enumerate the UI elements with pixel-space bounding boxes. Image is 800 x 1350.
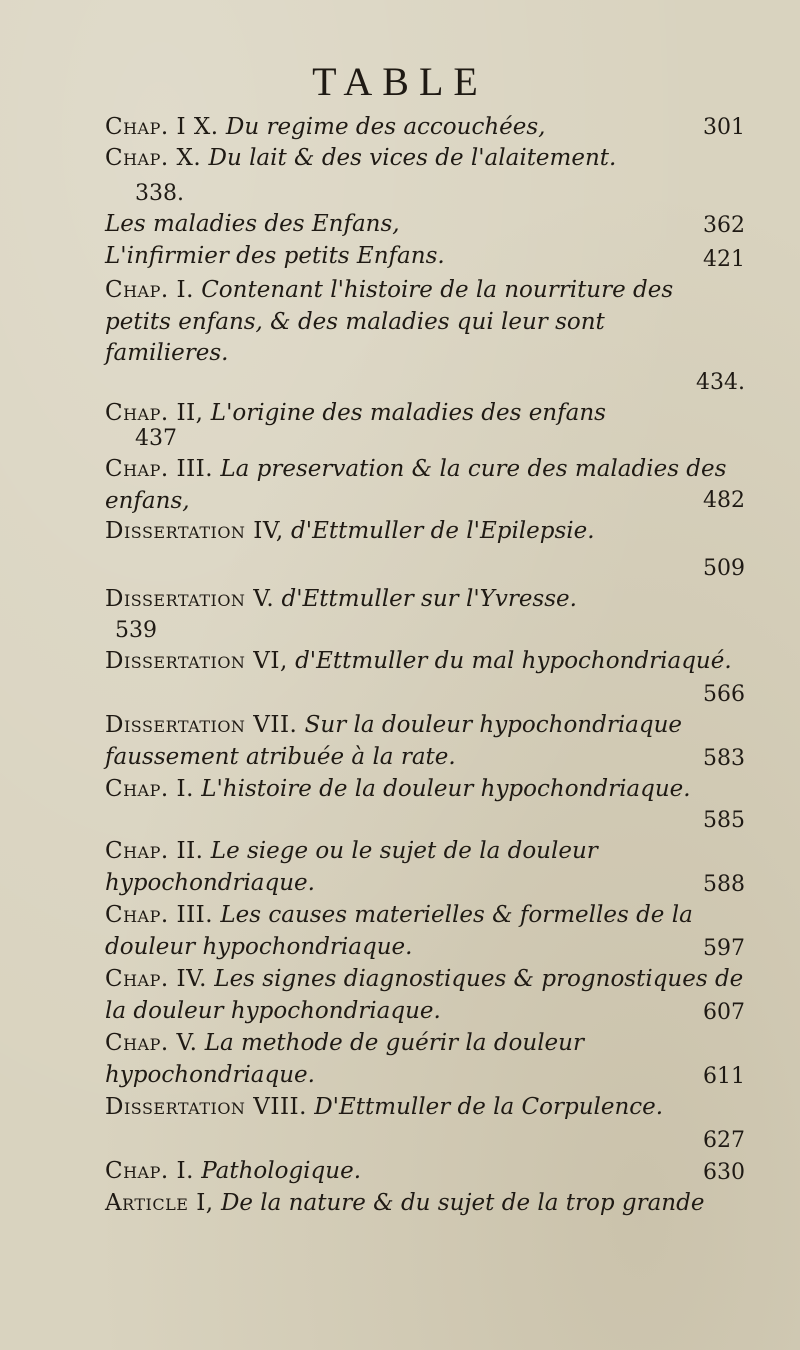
toc-entry	[105, 964, 745, 1028]
entry-page: 627	[703, 1127, 745, 1153]
entry-page: 539	[115, 617, 157, 643]
entry-lead: Chap. IV.	[105, 966, 207, 992]
entry-page: 421	[703, 246, 745, 272]
entry-lead: Chap. I X.	[105, 114, 219, 140]
entry-page: 588	[703, 871, 745, 897]
toc-entry	[105, 112, 745, 143]
toc-entry	[105, 516, 745, 584]
entry-text: La methode de guérir la douleur hypochondriaque.	[105, 1030, 584, 1088]
toc-entry	[105, 1092, 745, 1156]
toc-entry	[105, 1156, 745, 1188]
entry-lead: Chap. V.	[105, 1030, 198, 1056]
entry-lead: Chap. II,	[105, 400, 204, 426]
entry-text: L'infirmier des petits Enfans.	[105, 243, 445, 269]
toc-entry	[105, 398, 745, 454]
toc-entry	[105, 275, 745, 398]
entry-page: 482	[703, 487, 745, 513]
toc-entry	[105, 900, 745, 964]
entry-text: L'histoire de la douleur hypochondriaque.	[201, 776, 691, 802]
entry-text: Du regime des accouchées,	[225, 114, 546, 140]
entry-page: 630	[703, 1159, 745, 1185]
entry-page: 362	[703, 212, 745, 238]
entry-page: 611	[703, 1063, 745, 1089]
entry-page: 585	[703, 807, 745, 833]
entry-lead: Chap. I.	[105, 776, 194, 802]
entry-page: 566	[703, 681, 745, 707]
entry-lead: Chap. I.	[105, 277, 194, 303]
entry-text: Sur la douleur hypochondriaque faussement atribuée à la rate.	[105, 712, 683, 770]
toc-entry	[105, 241, 745, 275]
entry-text: Du lait & des vices de l'alaitement.	[208, 145, 617, 171]
entry-text: d'Ettmuller du mal hypochondriaqué.	[295, 648, 732, 674]
entry-page: 607	[703, 999, 745, 1025]
entry-text: d'Ettmuller sur l'Yvresse.	[281, 586, 577, 612]
toc-entry	[105, 710, 745, 774]
entry-text: D'Ettmuller de la Corpulence.	[314, 1094, 664, 1120]
toc-entry	[105, 774, 745, 836]
entry-lead: Dissertation IV,	[105, 518, 284, 544]
entry-lead: Chap. I.	[105, 1158, 194, 1184]
entry-lead: Dissertation VI,	[105, 648, 288, 674]
entry-lead: Chap. II.	[105, 838, 204, 864]
entry-page: 301	[703, 114, 745, 140]
table-of-contents	[105, 112, 745, 1252]
toc-entry	[105, 1188, 745, 1252]
entry-lead: Dissertation VII.	[105, 712, 298, 738]
toc-entry	[105, 836, 745, 900]
entry-text: Pathologique.	[201, 1158, 362, 1184]
entry-text: Les signes diagnostiques & prognostiques de la douleur hypochondriaque.	[105, 966, 744, 1024]
entry-text: L'origine des maladies des enfans	[210, 400, 606, 426]
toc-entry	[105, 1028, 745, 1092]
entry-text: d'Ettmuller de l'Epilepsie.	[291, 518, 595, 544]
entry-lead: Article I,	[105, 1190, 214, 1216]
entry-lead: Chap. X.	[105, 145, 202, 171]
entry-page: 509	[703, 555, 745, 581]
entry-lead: Dissertation VIII.	[105, 1094, 307, 1120]
entry-text: Les maladies des Enfans,	[105, 211, 400, 237]
entry-lead: Dissertation V.	[105, 586, 275, 612]
entry-page: 597	[703, 935, 745, 961]
toc-entry	[105, 454, 745, 516]
entry-page: 583	[703, 745, 745, 771]
toc-entry	[105, 209, 745, 241]
entry-page: 437	[135, 425, 177, 451]
toc-entry	[105, 646, 745, 710]
entry-page: 434.	[696, 369, 745, 395]
toc-entry	[105, 143, 745, 209]
entry-lead: Chap. III.	[105, 456, 214, 482]
entry-text: Les causes materielles & formelles de la douleur hypochondriaque.	[105, 902, 693, 960]
toc-entry	[105, 584, 745, 646]
entry-lead: Chap. III.	[105, 902, 214, 928]
entry-text: La preservation & la cure des maladies des enfans,	[105, 456, 727, 514]
entry-page: 338.	[135, 180, 184, 206]
entry-text: De la nature & du sujet de la trop grande	[220, 1190, 705, 1216]
page-title: TABLE	[312, 59, 488, 104]
entry-text: Le siege ou le sujet de la douleur hypochondriaque.	[105, 838, 598, 896]
entry-text: Contenant l'histoire de la nourriture des petits enfans, & des maladies qui leur sont familieres.	[105, 277, 674, 366]
